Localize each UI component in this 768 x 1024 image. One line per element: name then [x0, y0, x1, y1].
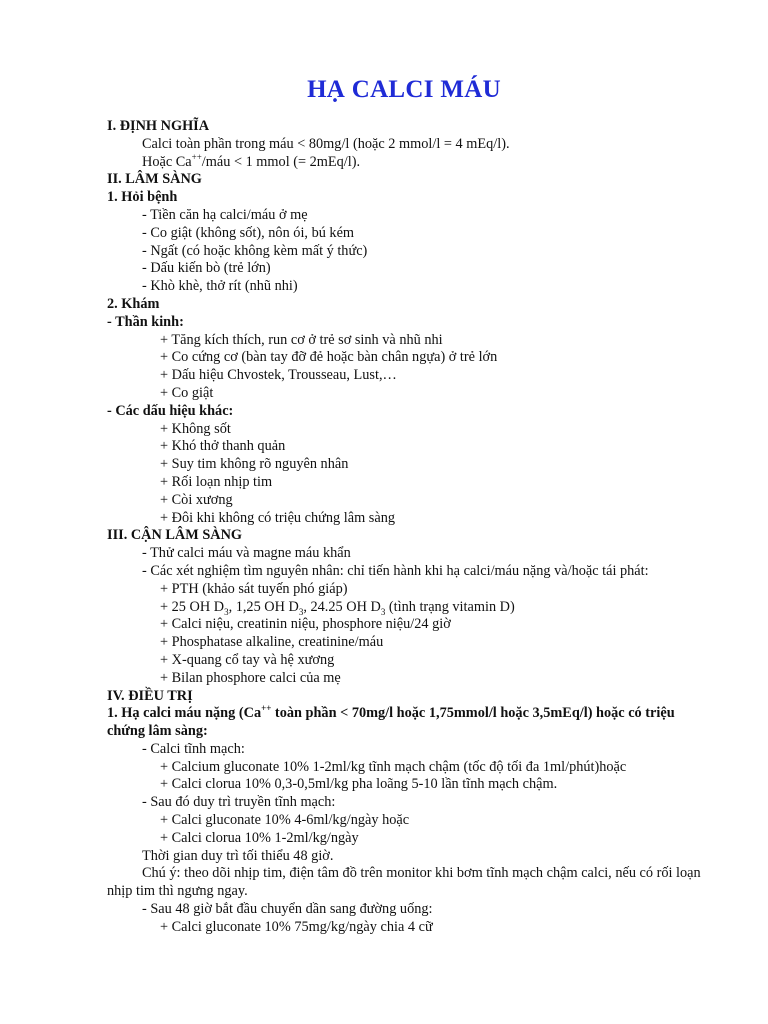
list-item: - Khò khè, thở rít (nhũ nhi): [142, 278, 298, 295]
list-item: + Calcium gluconate 10% 1-2ml/kg tĩnh mạch chậm (tốc độ tối đa 1ml/phút)hoặc: [160, 758, 627, 775]
list-item: + Calci gluconate 10% 75mg/kg/ngày chia 4 cữ: [160, 918, 433, 935]
text-line: Hoặc Ca++/máu < 1 mmol (= 2mEq/l).: [142, 151, 361, 170]
list-item: + Calci niệu, creatinin niệu, phosphore niệu/24 giờ: [160, 616, 451, 633]
subsection-heading: 1. Hạ calci máu nặng (Ca++ toàn phần < 70mg/l hoặc 1,75mmol/l hoặc 3,5mEq/l) hoặc có triệu chứng lâm sàng:: [107, 703, 675, 740]
group-heading: - Các dấu hiệu khác:: [107, 402, 234, 419]
list-item: + X-quang cổ tay và hệ xương: [160, 651, 335, 668]
note-paragraph: Chú ý: theo dõi nhịp tim, điện tâm đồ trên monitor khi bơm tĩnh mạch chậm calci, nếu có rối loạn nhịp tim thì ngưng ngay.: [107, 865, 701, 900]
list-item: + Suy tim không rõ nguyên nhân: [160, 456, 349, 473]
list-item: - Thử calci máu và magne máu khẩn: [142, 545, 351, 562]
list-item: - Các xét nghiệm tìm nguyên nhân: chỉ tiến hành khi hạ calci/máu nặng và/hoặc tái phát:: [142, 562, 649, 579]
list-item: + Bilan phosphore calci của mẹ: [160, 669, 341, 686]
list-item: + Không sốt: [160, 420, 231, 437]
document-title: HẠ CALCI MÁU: [307, 76, 501, 103]
list-item: + Rối loạn nhịp tim: [160, 473, 273, 490]
list-item: + Còi xương: [160, 491, 233, 508]
list-item: + Co cứng cơ (bàn tay đỡ đẻ hoặc bàn chân ngựa) ở trẻ lớn: [160, 349, 498, 366]
section-heading: I. ĐỊNH NGHĨA: [107, 118, 210, 134]
list-item: + Tăng kích thích, run cơ ở trẻ sơ sinh và nhũ nhi: [160, 331, 443, 348]
subsection-heading: 2. Khám: [107, 295, 160, 312]
list-item: - Sau 48 giờ bắt đầu chuyển dần sang đường uống:: [142, 901, 433, 918]
section-heading: III. CẬN LÂM SÀNG: [107, 527, 243, 544]
list-item: + Khó thở thanh quản: [160, 438, 286, 455]
list-item: + Dấu hiệu Chvostek, Trousseau, Lust,…: [160, 367, 397, 384]
document-body: [107, 118, 707, 937]
text-line: Calci toàn phần trong máu < 80mg/l (hoặc 2 mmol/l = 4 mEq/l).: [142, 135, 510, 152]
list-item: - Ngất (có hoặc không kèm mất ý thức): [142, 242, 368, 259]
text-line: Thời gian duy trì tối thiểu 48 giờ.: [142, 847, 334, 864]
list-item: + Calci gluconate 10% 4-6ml/kg/ngày hoặc: [160, 812, 410, 829]
list-item: + Phosphatase alkaline, creatinine/máu: [160, 634, 384, 651]
group-heading: - Thần kinh:: [107, 313, 184, 330]
list-item: + Co giật: [160, 384, 214, 401]
section-heading: IV. ĐIỀU TRỊ: [107, 687, 193, 704]
subsection-heading: 1. Hỏi bệnh: [107, 189, 178, 206]
list-item: - Calci tĩnh mạch:: [142, 740, 245, 757]
list-item: - Dấu kiến bò (trẻ lớn): [142, 260, 271, 277]
list-item: + Calci clorua 10% 0,3-0,5ml/kg pha loãng 5-10 lần tĩnh mạch chậm.: [160, 776, 558, 793]
list-item: + Đôi khi không có triệu chứng lâm sàng: [160, 509, 395, 526]
list-item: + PTH (khảo sát tuyến phó giáp): [160, 580, 348, 597]
list-item: + 25 OH $D_3$, 1,25 OH $D_3$, 24.25 OH $D_3$ (tình trạng vitamin D): [160, 598, 515, 617]
list-item: - Tiền căn hạ calci/máu ở mẹ: [142, 206, 308, 223]
section-heading: II. LÂM SÀNG: [107, 171, 202, 188]
list-item: + Calci clorua 10% 1-2ml/kg/ngày: [160, 829, 359, 846]
list-item: - Co giật (không sốt), nôn ói, bú kém: [142, 224, 355, 241]
list-item: - Sau đó duy trì truyền tĩnh mạch:: [142, 794, 336, 811]
